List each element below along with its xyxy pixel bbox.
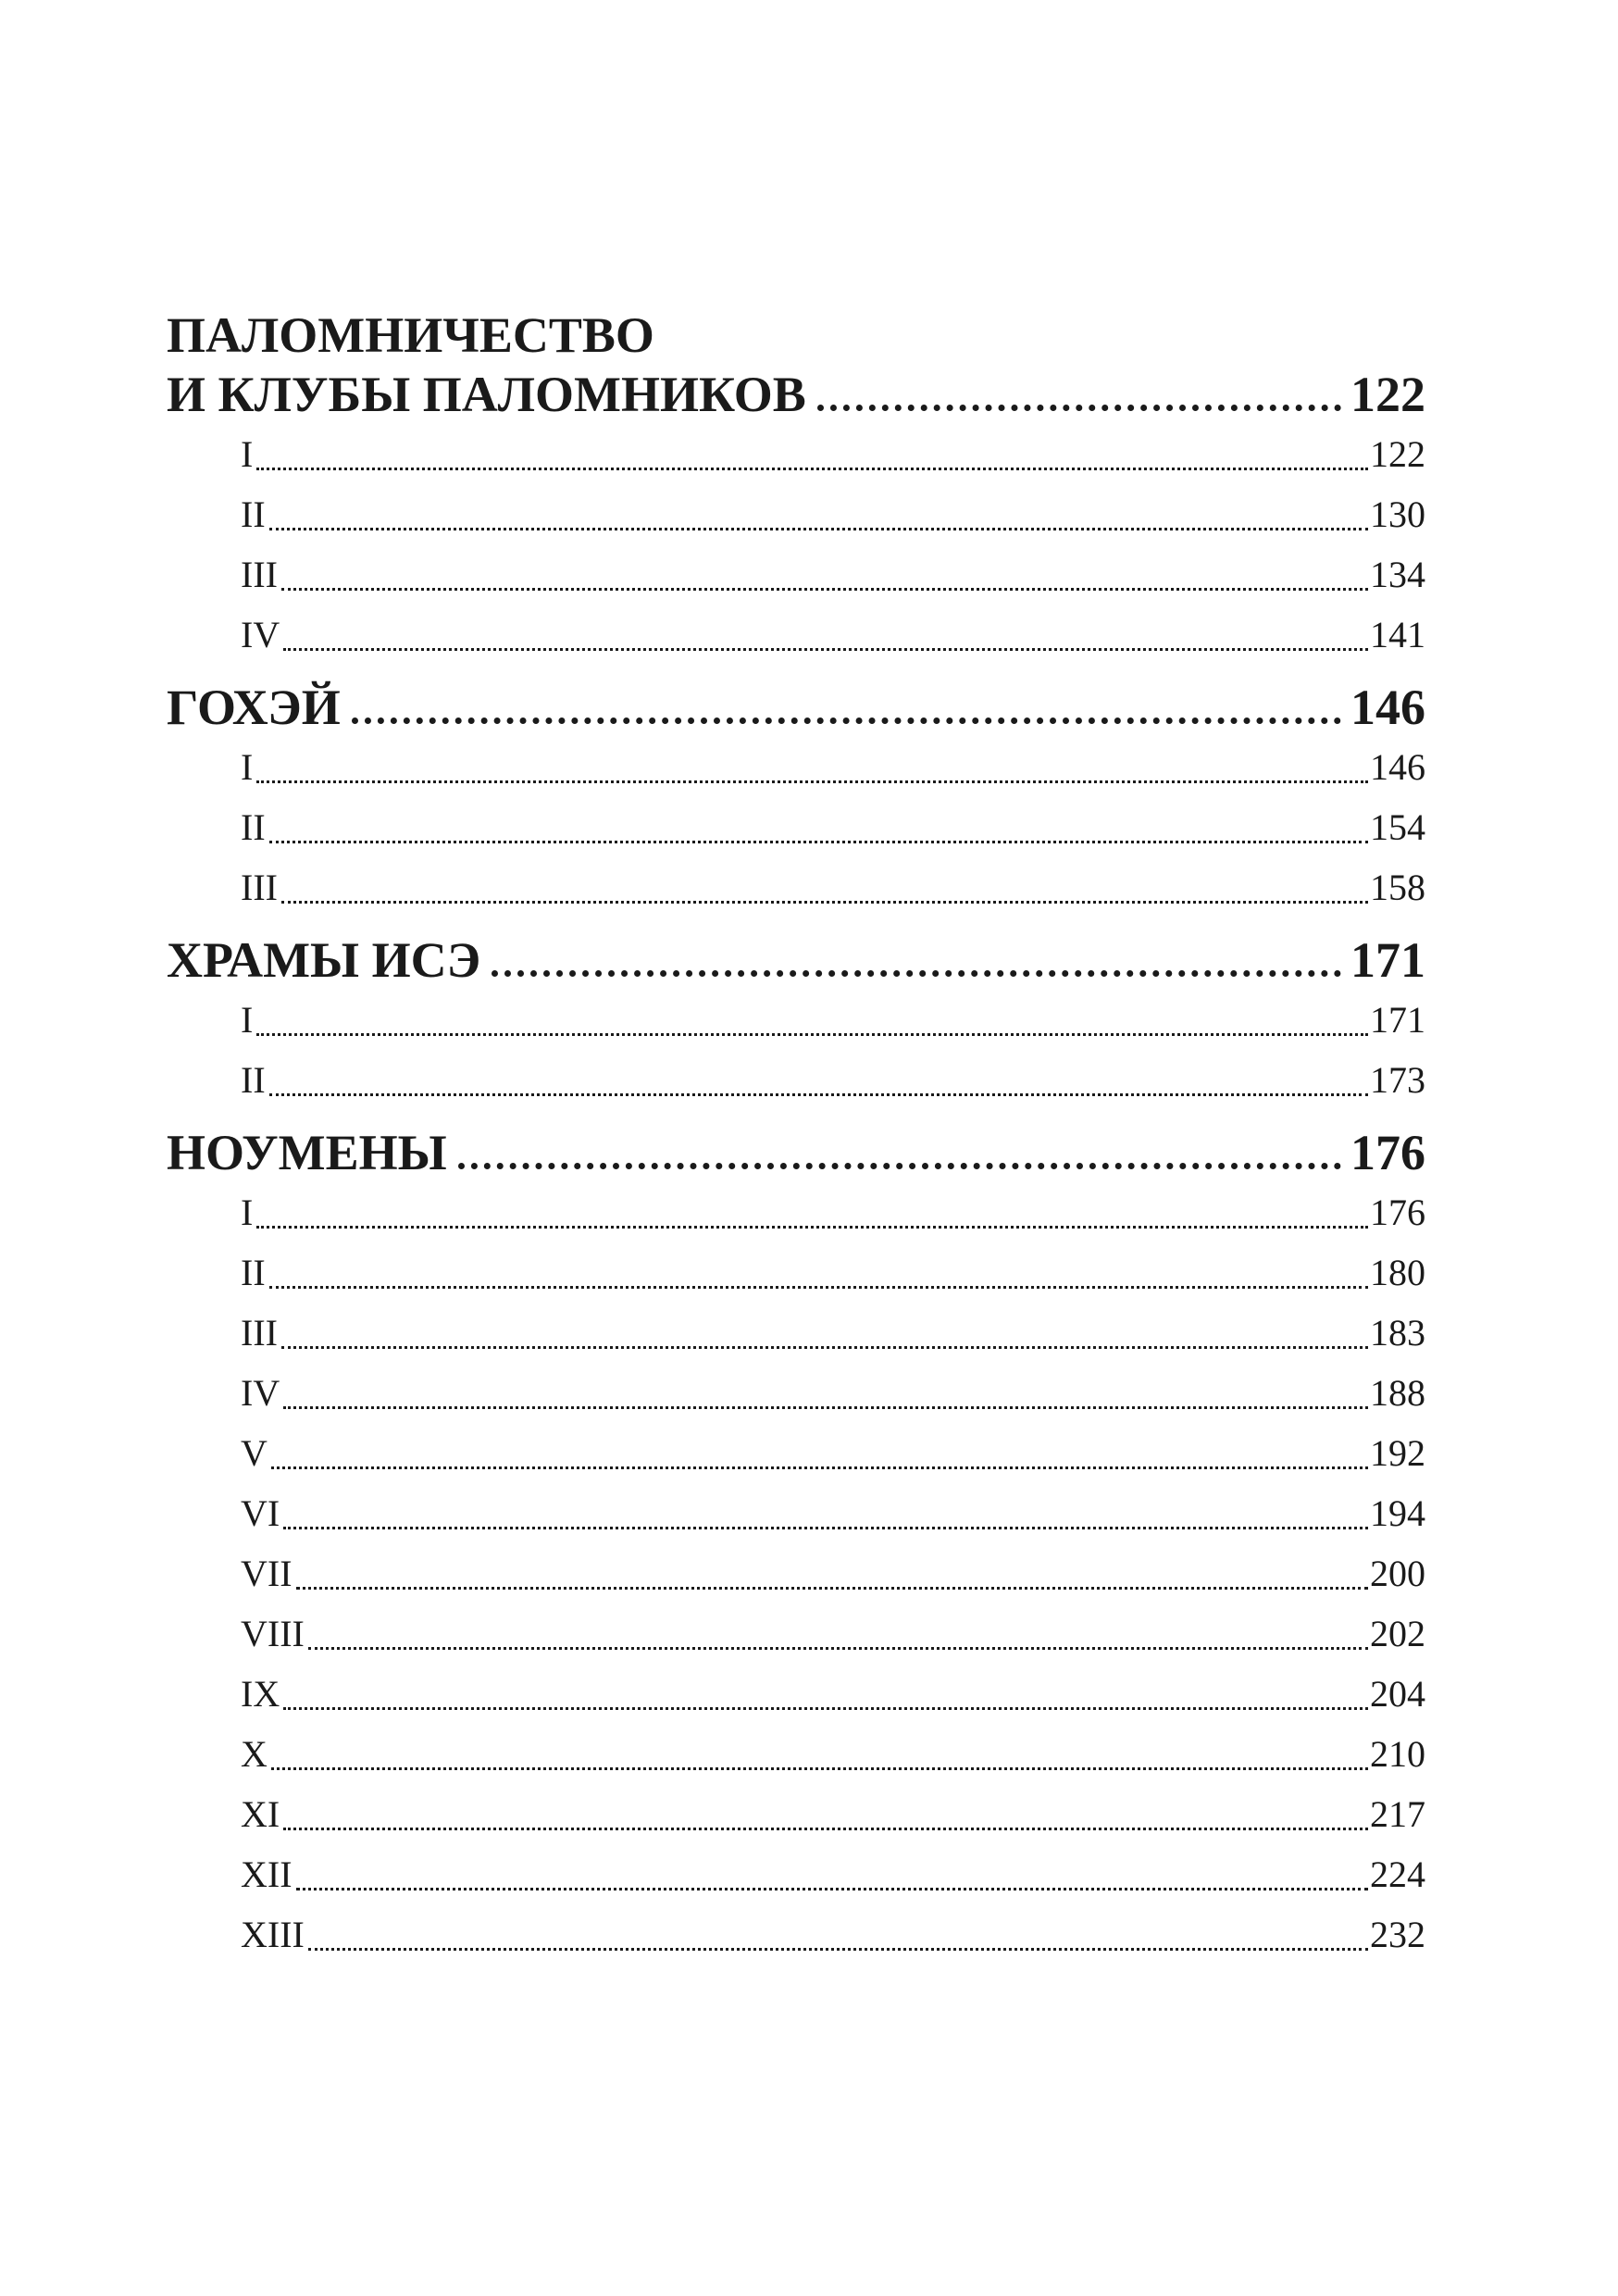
chapter-page-number: 171 <box>1370 999 1425 1041</box>
toc-section-entry[interactable] <box>167 930 1425 990</box>
chapter-numeral: IV <box>241 614 280 655</box>
dot-leader <box>308 1647 1368 1650</box>
chapter-numeral: V <box>241 1432 268 1474</box>
chapter-page-number: 204 <box>1370 1673 1425 1715</box>
toc-chapter-entry[interactable] <box>167 1603 1425 1664</box>
chapter-numeral: XII <box>241 1853 292 1895</box>
toc-chapter-entry[interactable] <box>167 990 1425 1050</box>
dot-leader <box>269 841 1368 843</box>
chapter-numeral: II <box>241 1252 266 1293</box>
toc-chapter-entry[interactable] <box>167 605 1425 665</box>
dot-leader <box>492 970 1341 977</box>
chapter-page-number: 180 <box>1370 1252 1425 1293</box>
dot-leader <box>296 1888 1368 1890</box>
dot-leader <box>269 1093 1368 1096</box>
chapter-page-number: 134 <box>1370 554 1425 595</box>
chapter-page-number: 224 <box>1370 1853 1425 1895</box>
chapter-page-number: 210 <box>1370 1733 1425 1775</box>
chapter-page-number: 200 <box>1370 1553 1425 1594</box>
chapter-numeral: XIII <box>241 1914 305 1955</box>
dot-leader <box>271 1767 1368 1770</box>
dot-leader <box>281 901 1368 904</box>
chapter-numeral: IX <box>241 1673 280 1715</box>
chapter-numeral: III <box>241 1312 278 1354</box>
section-title: ГОХЭЙ <box>167 680 341 735</box>
section-page-number: 171 <box>1350 932 1425 988</box>
toc-section <box>167 678 1425 917</box>
chapter-page-number: 232 <box>1370 1914 1425 1955</box>
toc-chapter-entry[interactable] <box>167 1182 1425 1242</box>
chapter-numeral: III <box>241 554 278 595</box>
toc-section-entry[interactable] <box>167 1123 1425 1182</box>
table-of-contents <box>167 306 1425 1965</box>
toc-chapter-entry[interactable] <box>167 797 1425 857</box>
toc-chapter-entry[interactable] <box>167 484 1425 544</box>
section-title: ХРАМЫ ИСЭ <box>167 932 481 988</box>
dot-leader <box>271 1466 1368 1469</box>
dot-leader <box>283 1406 1368 1409</box>
chapter-page-number: 217 <box>1370 1793 1425 1835</box>
chapter-page-number: 192 <box>1370 1432 1425 1474</box>
dot-leader <box>817 405 1341 411</box>
toc-chapter-entry[interactable] <box>167 1904 1425 1965</box>
dot-leader <box>281 588 1368 591</box>
chapter-numeral: VII <box>241 1553 292 1594</box>
chapter-numeral: VI <box>241 1492 280 1534</box>
toc-chapter-entry[interactable] <box>167 424 1425 484</box>
toc-chapter-entry[interactable] <box>167 737 1425 797</box>
section-page-number: 122 <box>1350 367 1425 422</box>
dot-leader <box>281 1346 1368 1349</box>
toc-chapter-entry[interactable] <box>167 1242 1425 1303</box>
toc-chapter-entry[interactable] <box>167 1423 1425 1483</box>
dot-leader <box>256 1226 1368 1229</box>
chapter-page-number: 202 <box>1370 1613 1425 1654</box>
chapter-page-number: 122 <box>1370 433 1425 475</box>
chapter-numeral: II <box>241 1059 266 1101</box>
chapter-numeral: II <box>241 493 266 535</box>
section-title-line: ПАЛОМНИЧЕСТВО <box>167 307 654 363</box>
dot-leader <box>352 718 1341 724</box>
section-title: НОУМЕНЫ <box>167 1125 447 1180</box>
toc-chapter-entry[interactable] <box>167 1664 1425 1724</box>
dot-leader <box>256 468 1368 470</box>
toc-section <box>167 306 1425 665</box>
chapter-numeral: XI <box>241 1793 280 1835</box>
section-page-number: 176 <box>1350 1125 1425 1180</box>
dot-leader <box>269 1286 1368 1289</box>
chapter-page-number: 173 <box>1370 1059 1425 1101</box>
toc-section <box>167 1123 1425 1965</box>
chapter-page-number: 194 <box>1370 1492 1425 1534</box>
dot-leader <box>256 780 1368 783</box>
toc-section-entry[interactable] <box>167 365 1425 424</box>
chapter-page-number: 154 <box>1370 806 1425 848</box>
chapter-numeral: X <box>241 1733 268 1775</box>
chapter-page-number: 130 <box>1370 493 1425 535</box>
chapter-page-number: 183 <box>1370 1312 1425 1354</box>
toc-chapter-entry[interactable] <box>167 857 1425 917</box>
toc-chapter-entry[interactable] <box>167 1363 1425 1423</box>
toc-chapter-entry[interactable] <box>167 1050 1425 1110</box>
chapter-page-number: 176 <box>1370 1192 1425 1233</box>
dot-leader <box>269 528 1368 530</box>
dot-leader <box>283 1828 1368 1830</box>
chapter-page-number: 158 <box>1370 867 1425 908</box>
section-page-number: 146 <box>1350 680 1425 735</box>
dot-leader <box>256 1033 1368 1036</box>
chapter-numeral: I <box>241 433 254 475</box>
chapter-page-number: 146 <box>1370 746 1425 788</box>
dot-leader <box>283 1527 1368 1529</box>
toc-chapter-entry[interactable] <box>167 1303 1425 1363</box>
dot-leader <box>296 1587 1368 1590</box>
toc-chapter-entry[interactable] <box>167 1483 1425 1543</box>
dot-leader <box>283 648 1368 651</box>
chapter-numeral: VIII <box>241 1613 305 1654</box>
toc-chapter-entry[interactable] <box>167 1784 1425 1844</box>
dot-leader <box>308 1948 1368 1951</box>
toc-chapter-entry[interactable] <box>167 544 1425 605</box>
dot-leader <box>283 1707 1368 1710</box>
dot-leader <box>458 1163 1341 1169</box>
chapter-numeral: III <box>241 867 278 908</box>
toc-chapter-entry[interactable] <box>167 1724 1425 1784</box>
chapter-numeral: I <box>241 1192 254 1233</box>
section-title: И КЛУБЫ ПАЛОМНИКОВ <box>167 367 806 422</box>
toc-section-entry[interactable] <box>167 678 1425 737</box>
toc-chapter-entry[interactable] <box>167 1844 1425 1904</box>
chapter-numeral: IV <box>241 1372 280 1414</box>
toc-section <box>167 930 1425 1110</box>
chapter-numeral: I <box>241 999 254 1041</box>
chapter-numeral: II <box>241 806 266 848</box>
chapter-numeral: I <box>241 746 254 788</box>
chapter-page-number: 141 <box>1370 614 1425 655</box>
toc-chapter-entry[interactable] <box>167 1543 1425 1603</box>
chapter-page-number: 188 <box>1370 1372 1425 1414</box>
